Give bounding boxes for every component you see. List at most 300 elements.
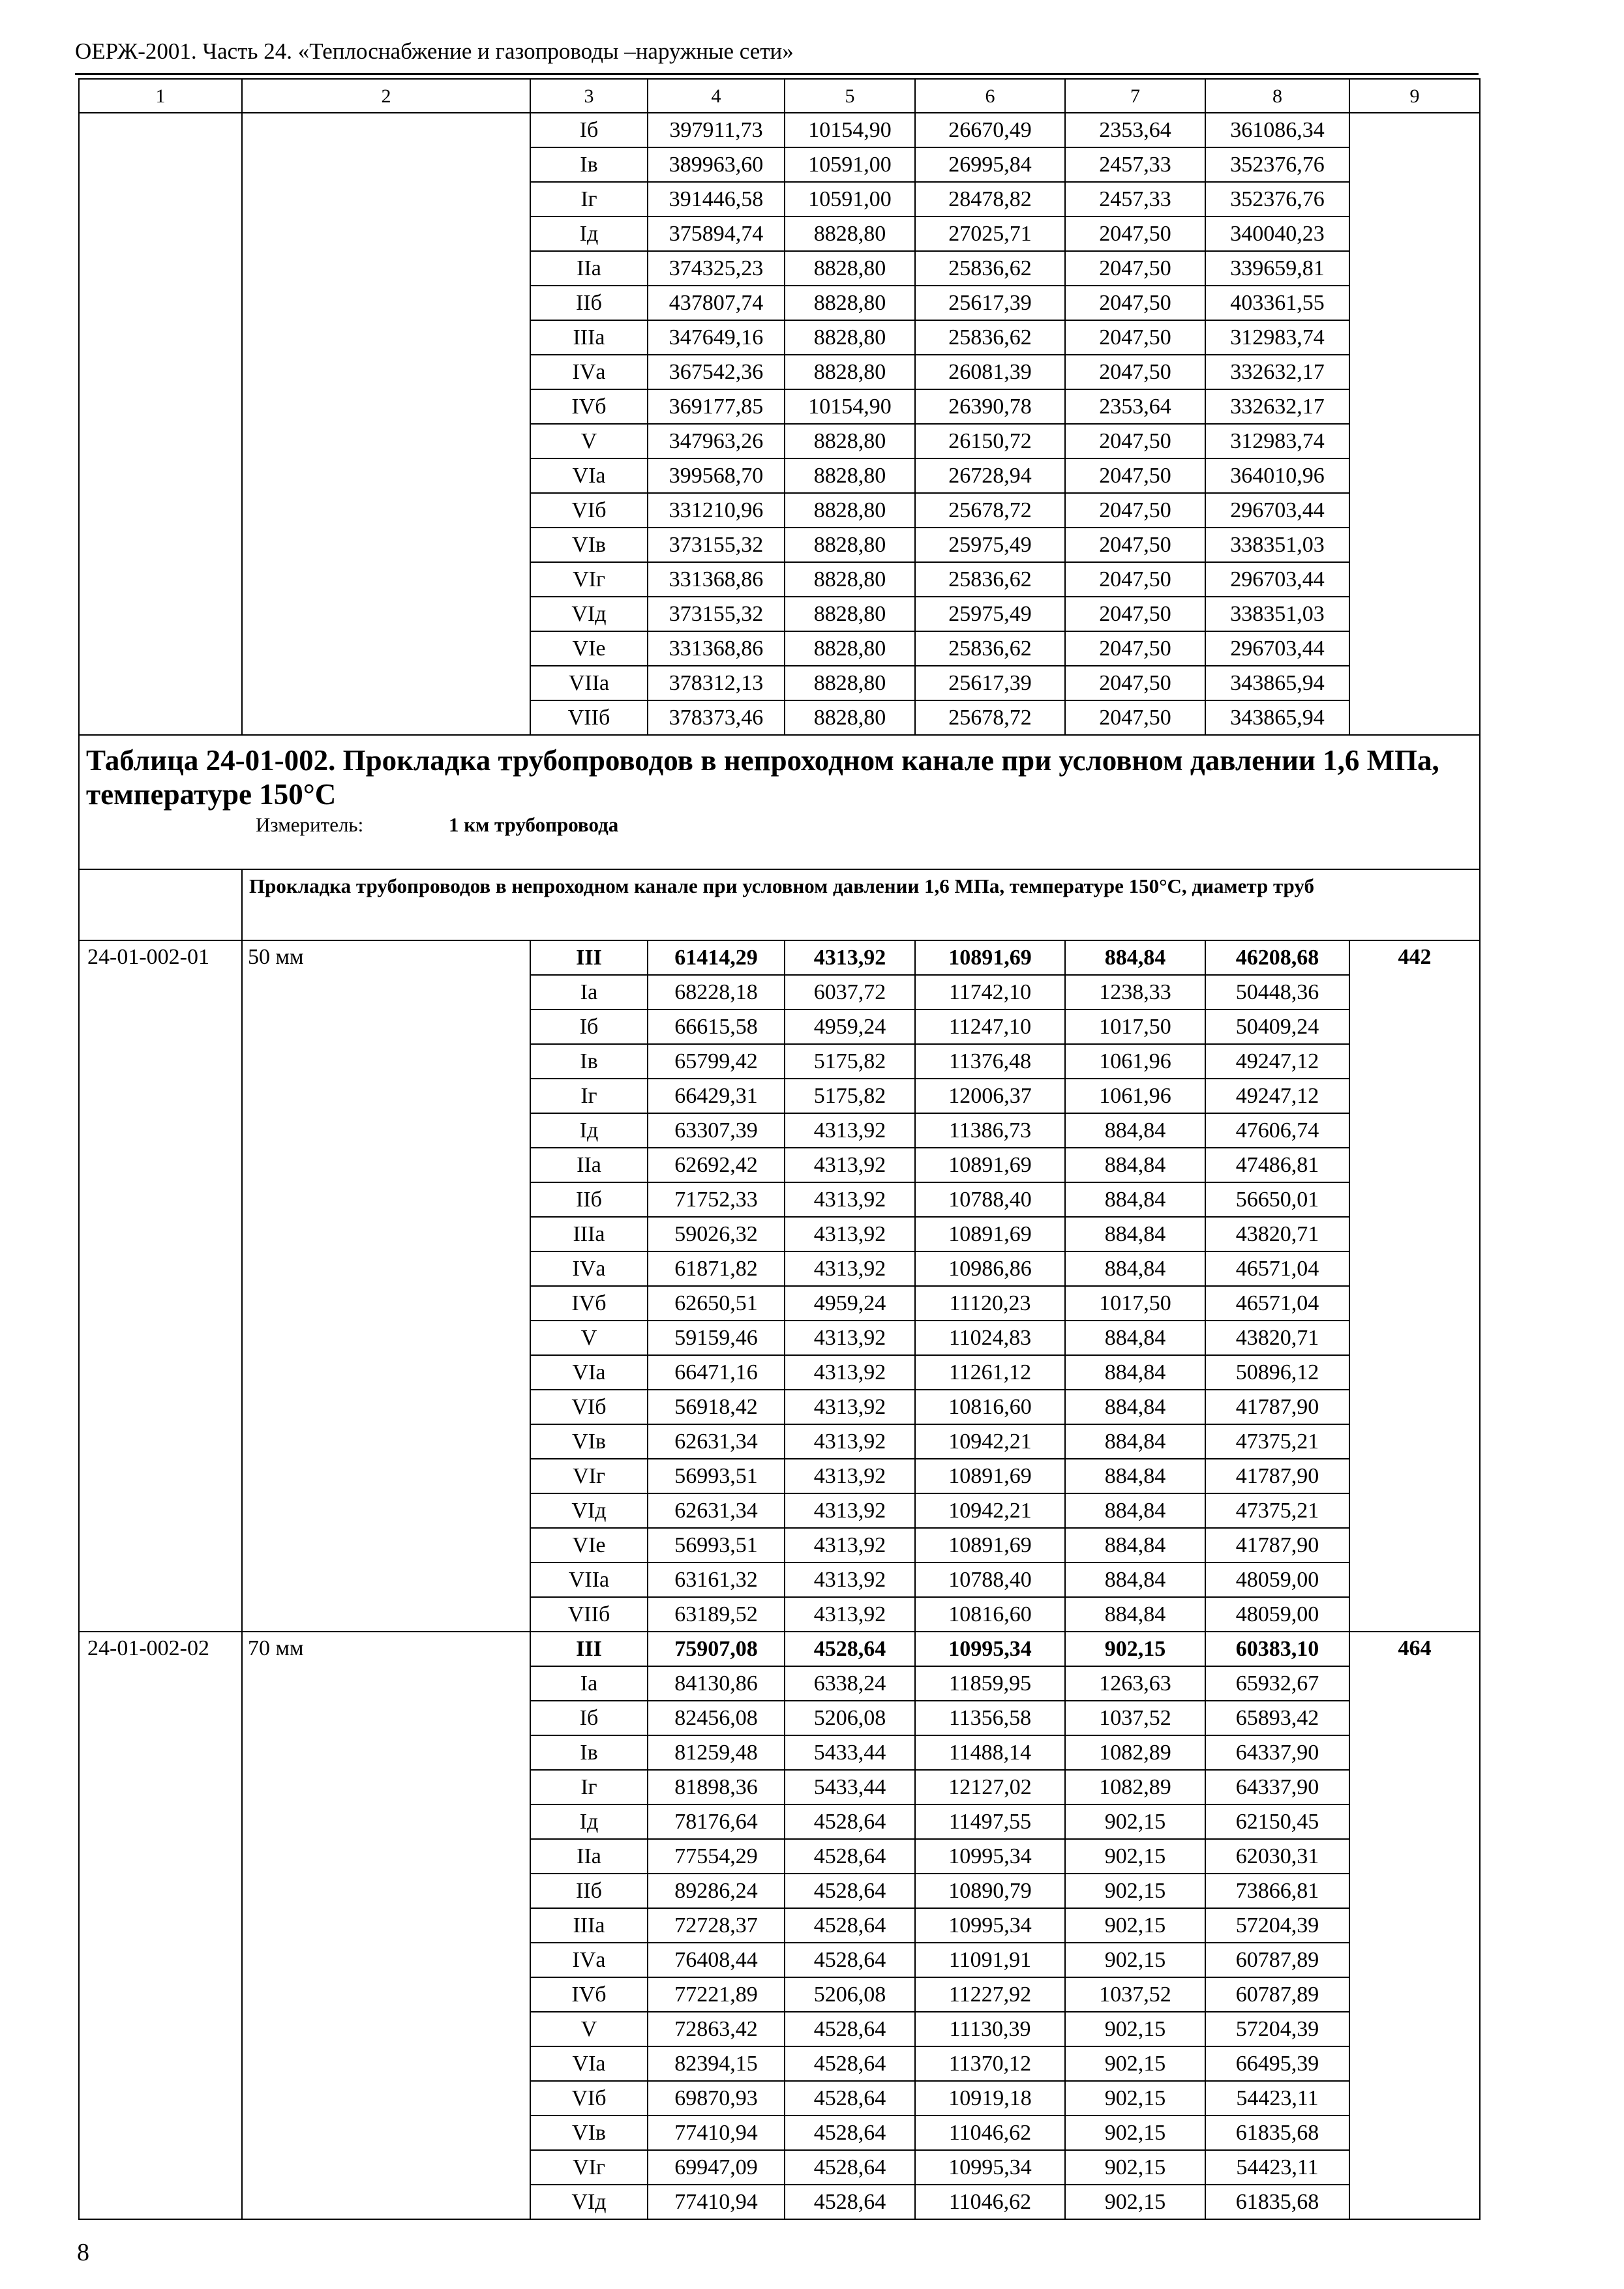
zone-cell: Iг	[530, 1079, 648, 1113]
value-cell: 11120,23	[915, 1286, 1065, 1321]
value-cell: 62150,45	[1205, 1804, 1349, 1839]
value-cell: 8828,80	[785, 251, 915, 286]
column-number-5: 5	[785, 79, 915, 113]
value-cell: 8828,80	[785, 355, 915, 389]
value-cell: 10890,79	[915, 1874, 1065, 1908]
value-cell: 41787,90	[1205, 1528, 1349, 1563]
value-cell: 369177,85	[648, 389, 785, 424]
value-cell: 61414,29	[648, 940, 785, 975]
value-cell: 1061,96	[1065, 1079, 1205, 1113]
zone-cell: VIе	[530, 1528, 648, 1563]
value-cell: 902,15	[1065, 1874, 1205, 1908]
value-cell: 89286,24	[648, 1874, 785, 1908]
value-cell: 57204,39	[1205, 2012, 1349, 2046]
table-row-main	[79, 940, 1480, 975]
value-cell: 65799,42	[648, 1044, 785, 1079]
value-cell: 61835,68	[1205, 2116, 1349, 2150]
value-cell: 374325,23	[648, 251, 785, 286]
value-cell: 2047,50	[1065, 355, 1205, 389]
value-cell: 77221,89	[648, 1977, 785, 2012]
value-cell: 54423,11	[1205, 2150, 1349, 2185]
value-cell: 25836,62	[915, 251, 1065, 286]
zone-cell: Iд	[530, 1113, 648, 1148]
value-cell: 2047,50	[1065, 700, 1205, 735]
value-cell: 8828,80	[785, 666, 915, 700]
value-cell: 47375,21	[1205, 1493, 1349, 1528]
zone-cell: Iа	[530, 975, 648, 1010]
zone-cell: IIа	[530, 251, 648, 286]
value-cell: 373155,32	[648, 597, 785, 631]
value-cell: 884,84	[1065, 1251, 1205, 1286]
value-cell: 60383,10	[1205, 1632, 1349, 1666]
value-cell: 312983,74	[1205, 424, 1349, 458]
value-cell: 72863,42	[648, 2012, 785, 2046]
value-cell: 8828,80	[785, 217, 915, 251]
value-cell: 11247,10	[915, 1010, 1065, 1044]
value-cell: 66471,16	[648, 1355, 785, 1390]
zone-cell: VIIб	[530, 1597, 648, 1632]
value-cell: 66429,31	[648, 1079, 785, 1113]
value-cell: 4313,92	[785, 1424, 915, 1459]
value-cell: 10891,69	[915, 1217, 1065, 1251]
value-cell: 10891,69	[915, 1148, 1065, 1182]
value-cell: 397911,73	[648, 113, 785, 147]
diameter-cell	[242, 113, 530, 735]
value-cell: 343865,94	[1205, 666, 1349, 700]
value-cell: 8828,80	[785, 286, 915, 320]
value-cell: 4313,92	[785, 1113, 915, 1148]
zone-cell: IVб	[530, 1286, 648, 1321]
value-cell: 26081,39	[915, 355, 1065, 389]
value-cell: 4313,92	[785, 1251, 915, 1286]
value-cell: 61871,82	[648, 1251, 785, 1286]
zone-cell: VIв	[530, 2116, 648, 2150]
value-cell: 66615,58	[648, 1010, 785, 1044]
value-cell: 5175,82	[785, 1079, 915, 1113]
value-cell: 375894,74	[648, 217, 785, 251]
value-cell: 8828,80	[785, 562, 915, 597]
value-cell: 62650,51	[648, 1286, 785, 1321]
value-cell: 77554,29	[648, 1839, 785, 1874]
value-cell: 884,84	[1065, 1321, 1205, 1355]
table-body	[79, 79, 1480, 2219]
value-cell: 884,84	[1065, 1493, 1205, 1528]
value-cell: 10986,86	[915, 1251, 1065, 1286]
value-cell: 11024,83	[915, 1321, 1065, 1355]
value-cell: 347649,16	[648, 320, 785, 355]
value-cell: 4528,64	[785, 2012, 915, 2046]
value-cell: 4313,92	[785, 1459, 915, 1493]
zone-cell: VIв	[530, 528, 648, 562]
value-cell: 2047,50	[1065, 320, 1205, 355]
zone-cell: VIIб	[530, 700, 648, 735]
value-cell: 902,15	[1065, 1943, 1205, 1977]
value-cell: 10891,69	[915, 940, 1065, 975]
value-cell: 50448,36	[1205, 975, 1349, 1010]
value-cell: 1263,63	[1065, 1666, 1205, 1701]
zone-cell: IIIа	[530, 1908, 648, 1943]
zone-cell: III	[530, 940, 648, 975]
value-cell: 296703,44	[1205, 631, 1349, 666]
zone-cell: VIа	[530, 2046, 648, 2081]
zone-cell: IVб	[530, 389, 648, 424]
meter-label: Измеритель:	[256, 813, 364, 836]
value-cell: 343865,94	[1205, 700, 1349, 735]
value-cell: 4528,64	[785, 1632, 915, 1666]
value-cell: 49247,12	[1205, 1044, 1349, 1079]
zone-cell: VIд	[530, 2185, 648, 2219]
value-cell: 2047,50	[1065, 597, 1205, 631]
value-cell: 25678,72	[915, 493, 1065, 528]
column-number-2: 2	[242, 79, 530, 113]
zone-cell: VIг	[530, 562, 648, 597]
subtitle-blank-cell	[79, 869, 242, 940]
value-cell: 63161,32	[648, 1563, 785, 1597]
value-cell: 403361,55	[1205, 286, 1349, 320]
value-cell: 56993,51	[648, 1528, 785, 1563]
value-cell: 10788,40	[915, 1182, 1065, 1217]
value-cell: 10995,34	[915, 1632, 1065, 1666]
value-cell: 49247,12	[1205, 1079, 1349, 1113]
column-number-6: 6	[915, 79, 1065, 113]
value-cell: 5206,08	[785, 1977, 915, 2012]
zone-cell: Iб	[530, 1701, 648, 1735]
value-cell: 2457,33	[1065, 182, 1205, 217]
value-cell: 63189,52	[648, 1597, 785, 1632]
value-cell: 364010,96	[1205, 458, 1349, 493]
value-cell: 902,15	[1065, 2150, 1205, 2185]
value-cell: 26995,84	[915, 147, 1065, 182]
value-cell: 10891,69	[915, 1528, 1065, 1563]
diameter-cell: 70 мм	[242, 1632, 530, 2219]
value-cell: 884,84	[1065, 1113, 1205, 1148]
value-cell: 65932,67	[1205, 1666, 1349, 1701]
value-cell: 11091,91	[915, 1943, 1065, 1977]
value-cell: 2047,50	[1065, 528, 1205, 562]
value-cell: 11130,39	[915, 2012, 1065, 2046]
column-number-4: 4	[648, 79, 785, 113]
value-cell: 11497,55	[915, 1804, 1065, 1839]
value-cell: 72728,37	[648, 1908, 785, 1943]
value-cell: 11046,62	[915, 2116, 1065, 2150]
value-cell: 367542,36	[648, 355, 785, 389]
value-cell: 4313,92	[785, 1148, 915, 1182]
value-cell: 2047,50	[1065, 666, 1205, 700]
value-cell: 11046,62	[915, 2185, 1065, 2219]
value-cell: 373155,32	[648, 528, 785, 562]
value-cell: 59159,46	[648, 1321, 785, 1355]
value-cell: 10154,90	[785, 389, 915, 424]
value-cell: 10919,18	[915, 2081, 1065, 2116]
zone-cell: V	[530, 2012, 648, 2046]
value-cell: 1061,96	[1065, 1044, 1205, 1079]
column-number-3: 3	[530, 79, 648, 113]
zone-cell: IIб	[530, 1182, 648, 1217]
value-cell: 1017,50	[1065, 1010, 1205, 1044]
zone-cell: IIа	[530, 1839, 648, 1874]
value-cell: 4959,24	[785, 1286, 915, 1321]
value-cell: 902,15	[1065, 2185, 1205, 2219]
zone-cell: Iд	[530, 1804, 648, 1839]
zone-cell: VIв	[530, 1424, 648, 1459]
zone-cell: V	[530, 424, 648, 458]
value-cell: 2353,64	[1065, 389, 1205, 424]
value-cell: 4313,92	[785, 1321, 915, 1355]
value-cell: 12006,37	[915, 1079, 1065, 1113]
value-cell: 4313,92	[785, 1563, 915, 1597]
value-cell: 8828,80	[785, 424, 915, 458]
meter-value: 1 км трубопровода	[449, 813, 619, 836]
value-cell: 25975,49	[915, 597, 1065, 631]
value-cell: 4313,92	[785, 940, 915, 975]
value-cell: 84130,86	[648, 1666, 785, 1701]
value-cell: 884,84	[1065, 1182, 1205, 1217]
value-cell: 26728,94	[915, 458, 1065, 493]
diameter-cell: 50 мм	[242, 940, 530, 1632]
table-row	[79, 113, 1480, 147]
value-cell: 312983,74	[1205, 320, 1349, 355]
value-cell: 340040,23	[1205, 217, 1349, 251]
zone-cell: VIг	[530, 1459, 648, 1493]
value-cell: 1082,89	[1065, 1770, 1205, 1804]
value-cell: 2047,50	[1065, 562, 1205, 597]
value-cell: 1037,52	[1065, 1701, 1205, 1735]
value-cell: 10154,90	[785, 113, 915, 147]
value-cell: 77410,94	[648, 2116, 785, 2150]
value-cell: 26670,49	[915, 113, 1065, 147]
value-cell: 884,84	[1065, 1528, 1205, 1563]
value-cell: 4313,92	[785, 1390, 915, 1424]
meter-line	[86, 814, 1473, 836]
value-cell: 4959,24	[785, 1010, 915, 1044]
value-cell: 11488,14	[915, 1735, 1065, 1770]
value-cell: 60787,89	[1205, 1943, 1349, 1977]
zone-cell: VIIа	[530, 666, 648, 700]
value-cell: 5206,08	[785, 1701, 915, 1735]
value-cell: 8828,80	[785, 528, 915, 562]
value-cell: 46571,04	[1205, 1251, 1349, 1286]
value-cell: 48059,00	[1205, 1597, 1349, 1632]
value-cell: 54423,11	[1205, 2081, 1349, 2116]
value-cell: 62631,34	[648, 1424, 785, 1459]
value-cell: 47375,21	[1205, 1424, 1349, 1459]
value-cell: 25836,62	[915, 631, 1065, 666]
zone-cell: V	[530, 1321, 648, 1355]
value-cell: 4313,92	[785, 1182, 915, 1217]
column-number-row	[79, 79, 1480, 113]
zone-cell: IIб	[530, 1874, 648, 1908]
value-cell: 2047,50	[1065, 286, 1205, 320]
value-cell: 78176,64	[648, 1804, 785, 1839]
value-cell: 4528,64	[785, 1839, 915, 1874]
section-title-cell	[79, 735, 1480, 869]
value-cell: 4528,64	[785, 2081, 915, 2116]
col9-cell: 464	[1349, 1632, 1480, 2219]
value-cell: 8828,80	[785, 700, 915, 735]
value-cell: 25678,72	[915, 700, 1065, 735]
value-cell: 1017,50	[1065, 1286, 1205, 1321]
value-cell: 62631,34	[648, 1493, 785, 1528]
value-cell: 338351,03	[1205, 597, 1349, 631]
value-cell: 28478,82	[915, 182, 1065, 217]
value-cell: 902,15	[1065, 1632, 1205, 1666]
value-cell: 8828,80	[785, 597, 915, 631]
value-cell: 11376,48	[915, 1044, 1065, 1079]
value-cell: 338351,03	[1205, 528, 1349, 562]
value-cell: 11261,12	[915, 1355, 1065, 1390]
value-cell: 1238,33	[1065, 975, 1205, 1010]
value-cell: 25975,49	[915, 528, 1065, 562]
section-subtitle-row	[79, 869, 1480, 940]
value-cell: 61835,68	[1205, 2185, 1349, 2219]
value-cell: 1082,89	[1065, 1735, 1205, 1770]
value-cell: 62030,31	[1205, 1839, 1349, 1874]
value-cell: 11742,10	[915, 975, 1065, 1010]
value-cell: 59026,32	[648, 1217, 785, 1251]
value-cell: 10995,34	[915, 2150, 1065, 2185]
value-cell: 56650,01	[1205, 1182, 1349, 1217]
value-cell: 339659,81	[1205, 251, 1349, 286]
col9-cell: 442	[1349, 940, 1480, 1632]
zone-cell: Iв	[530, 1735, 648, 1770]
value-cell: 47486,81	[1205, 1148, 1349, 1182]
value-cell: 902,15	[1065, 2081, 1205, 2116]
value-cell: 4528,64	[785, 2046, 915, 2081]
zone-cell: IVа	[530, 1943, 648, 1977]
value-cell: 347963,26	[648, 424, 785, 458]
value-cell: 26390,78	[915, 389, 1065, 424]
value-cell: 2047,50	[1065, 458, 1205, 493]
value-cell: 2457,33	[1065, 147, 1205, 182]
zone-cell: IIIа	[530, 1217, 648, 1251]
value-cell: 4528,64	[785, 2150, 915, 2185]
value-cell: 8828,80	[785, 493, 915, 528]
value-cell: 296703,44	[1205, 493, 1349, 528]
zone-cell: IVа	[530, 1251, 648, 1286]
value-cell: 4528,64	[785, 2185, 915, 2219]
zone-cell: Iг	[530, 1770, 648, 1804]
value-cell: 71752,33	[648, 1182, 785, 1217]
value-cell: 884,84	[1065, 1217, 1205, 1251]
value-cell: 25617,39	[915, 286, 1065, 320]
value-cell: 11356,58	[915, 1701, 1065, 1735]
value-cell: 1037,52	[1065, 1977, 1205, 2012]
value-cell: 76408,44	[648, 1943, 785, 1977]
zone-cell: VIIа	[530, 1563, 648, 1597]
value-cell: 6037,72	[785, 975, 915, 1010]
value-cell: 10816,60	[915, 1597, 1065, 1632]
value-cell: 884,84	[1065, 1390, 1205, 1424]
value-cell: 2047,50	[1065, 631, 1205, 666]
value-cell: 902,15	[1065, 2012, 1205, 2046]
zone-cell: IIб	[530, 286, 648, 320]
value-cell: 4528,64	[785, 2116, 915, 2150]
value-cell: 77410,94	[648, 2185, 785, 2219]
value-cell: 10591,00	[785, 182, 915, 217]
value-cell: 4528,64	[785, 1874, 915, 1908]
value-cell: 332632,17	[1205, 355, 1349, 389]
value-cell: 332632,17	[1205, 389, 1349, 424]
value-cell: 10995,34	[915, 1839, 1065, 1874]
header-rule	[75, 73, 1479, 75]
value-cell: 63307,39	[648, 1113, 785, 1148]
value-cell: 62692,42	[648, 1148, 785, 1182]
zone-cell: VIб	[530, 2081, 648, 2116]
zone-cell: IIIа	[530, 320, 648, 355]
value-cell: 48059,00	[1205, 1563, 1349, 1597]
value-cell: 46208,68	[1205, 940, 1349, 975]
page-header: ОЕРЖ-2001. Часть 24. «Теплоснабжение и газопроводы –наружные сети»	[75, 38, 794, 64]
column-number-1: 1	[79, 79, 242, 113]
value-cell: 4528,64	[785, 1943, 915, 1977]
page-number: 8	[77, 2239, 89, 2266]
value-cell: 2047,50	[1065, 424, 1205, 458]
value-cell: 2047,50	[1065, 251, 1205, 286]
zone-cell: VIа	[530, 1355, 648, 1390]
zone-cell: VIб	[530, 1390, 648, 1424]
value-cell: 10942,21	[915, 1493, 1065, 1528]
code-cell: 24-01-002-01	[79, 940, 242, 1632]
value-cell: 389963,60	[648, 147, 785, 182]
value-cell: 391446,58	[648, 182, 785, 217]
zone-cell: VIб	[530, 493, 648, 528]
value-cell: 331210,96	[648, 493, 785, 528]
value-cell: 884,84	[1065, 1355, 1205, 1390]
value-cell: 296703,44	[1205, 562, 1349, 597]
value-cell: 68228,18	[648, 975, 785, 1010]
zone-cell: Iд	[530, 217, 648, 251]
value-cell: 4528,64	[785, 1908, 915, 1943]
value-cell: 27025,71	[915, 217, 1065, 251]
value-cell: 43820,71	[1205, 1321, 1349, 1355]
zone-cell: III	[530, 1632, 648, 1666]
col9-cell	[1349, 113, 1480, 735]
value-cell: 4528,64	[785, 1804, 915, 1839]
value-cell: 41787,90	[1205, 1459, 1349, 1493]
value-cell: 11386,73	[915, 1113, 1065, 1148]
column-number-9: 9	[1349, 79, 1480, 113]
rates-table	[78, 78, 1481, 2220]
value-cell: 10995,34	[915, 1908, 1065, 1943]
value-cell: 64337,90	[1205, 1735, 1349, 1770]
value-cell: 902,15	[1065, 1908, 1205, 1943]
value-cell: 56993,51	[648, 1459, 785, 1493]
value-cell: 69947,09	[648, 2150, 785, 2185]
value-cell: 331368,86	[648, 562, 785, 597]
value-cell: 46571,04	[1205, 1286, 1349, 1321]
value-cell: 378312,13	[648, 666, 785, 700]
zone-cell: Iа	[530, 1666, 648, 1701]
value-cell: 56918,42	[648, 1390, 785, 1424]
value-cell: 437807,74	[648, 286, 785, 320]
value-cell: 66495,39	[1205, 2046, 1349, 2081]
value-cell: 2047,50	[1065, 217, 1205, 251]
value-cell: 26150,72	[915, 424, 1065, 458]
value-cell: 4313,92	[785, 1528, 915, 1563]
zone-cell: VIа	[530, 458, 648, 493]
value-cell: 5433,44	[785, 1770, 915, 1804]
value-cell: 884,84	[1065, 1148, 1205, 1182]
value-cell: 25836,62	[915, 320, 1065, 355]
value-cell: 50896,12	[1205, 1355, 1349, 1390]
value-cell: 902,15	[1065, 2046, 1205, 2081]
value-cell: 5175,82	[785, 1044, 915, 1079]
value-cell: 64337,90	[1205, 1770, 1349, 1804]
value-cell: 10891,69	[915, 1459, 1065, 1493]
section-title: Таблица 24-01-002. Прокладка трубопроводов в непроходном канале при условном давлении 1,6 МПа, температуре 150°С	[86, 744, 1439, 811]
zone-cell: VIг	[530, 2150, 648, 2185]
value-cell: 902,15	[1065, 2116, 1205, 2150]
